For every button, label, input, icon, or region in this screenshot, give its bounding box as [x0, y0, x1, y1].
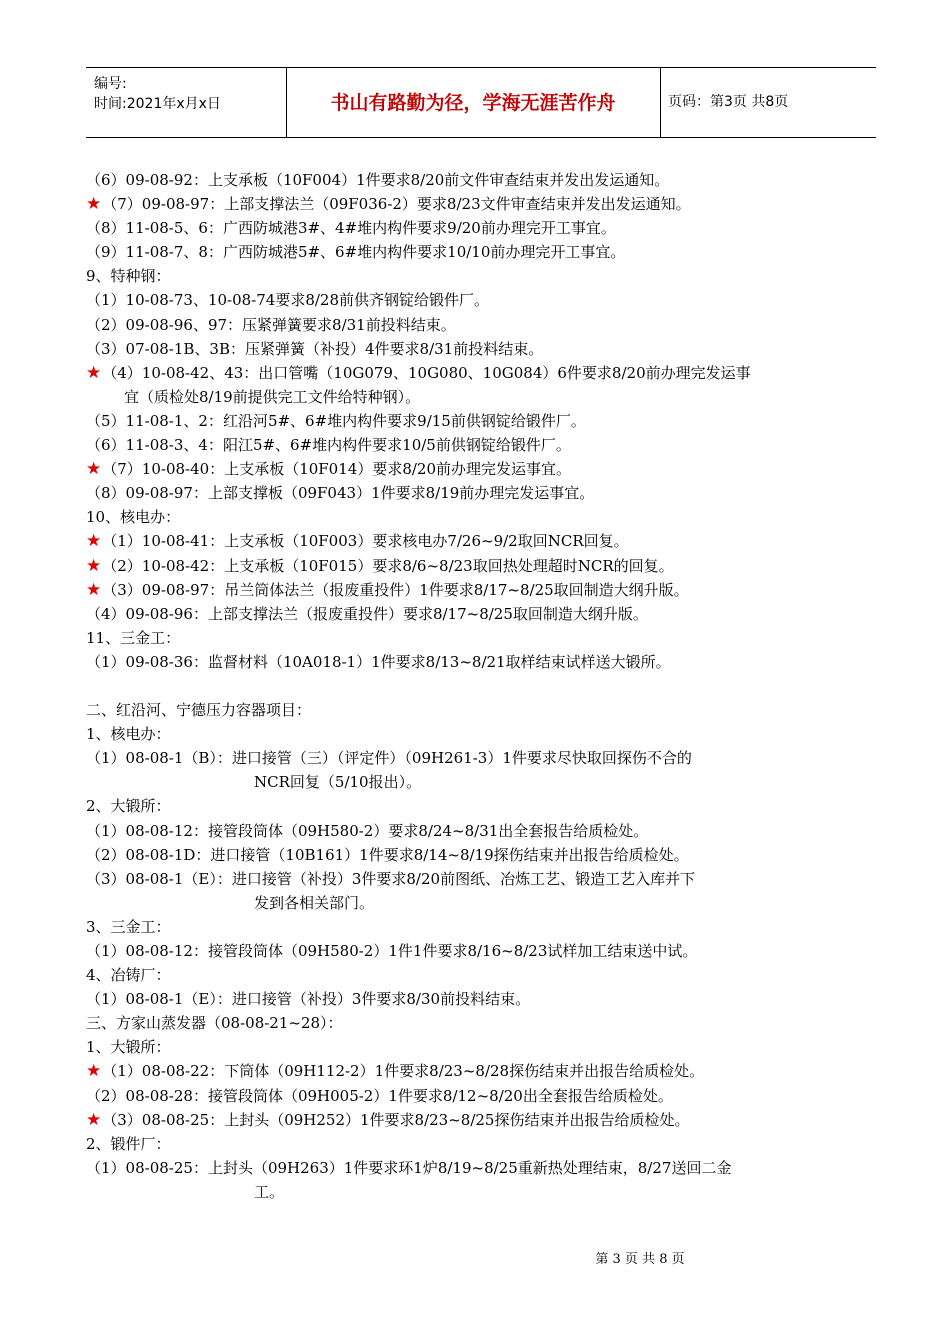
text-line	[86, 264, 886, 288]
red-star-icon: ★	[86, 362, 102, 383]
line-text: （2）10-08-42：上支承板（10F015）要求8/6~8/23取回热处理超时NCR的回复。	[102, 556, 674, 575]
line-text: 发到各相关部门。	[254, 893, 375, 912]
text-line	[86, 337, 886, 361]
red-star-icon: ★	[86, 1109, 102, 1130]
text-line	[86, 216, 886, 240]
header-date-label: 时间:2021年x月x日	[94, 96, 221, 112]
red-star-icon: ★	[86, 579, 102, 600]
line-text: （1）08-08-1（B）：进口接管（三）（评定件）（09H261-3）1件要求尽快取回探伤不合的	[86, 749, 692, 768]
line-text: 二、红沿河、宁德压力容器项目：	[86, 701, 312, 720]
header-motto: 书山有路勤为径，学海无涯苦作舟	[330, 92, 616, 114]
text-line	[86, 409, 886, 433]
header-number-label: 编号:	[94, 76, 127, 92]
line-text: （4）10-08-42、43：出口管嘴（10G079、10G080、10G084）6件要求8/20前办理完发运事	[102, 363, 751, 382]
text-line	[86, 385, 886, 409]
line-text: 工。	[254, 1182, 285, 1201]
text-line	[86, 433, 886, 457]
text-line	[86, 746, 886, 770]
page-footer: 第 3 页 共 8 页	[595, 1252, 685, 1267]
text-line	[86, 1059, 886, 1083]
text-line	[86, 361, 886, 385]
line-text: 1、大锻所：	[86, 1038, 171, 1057]
line-text: （1）09-08-36：监督材料（10A018-1）1件要求8/13~8/21取样结束试样送大锻所。	[86, 652, 671, 671]
line-text: 三、方家山蒸发器（08-08-21~28）：	[86, 1014, 343, 1033]
line-text: （1）08-08-25：上封头（09H263）1件要求环1炉8/19~8/25重新热处理结束，8/27送回二金	[86, 1158, 732, 1177]
text-line	[86, 1084, 886, 1108]
line-text: 10、核电办：	[86, 508, 181, 527]
line-text: （4）09-08-96：上部支撑法兰（报废重投件）要求8/17~8/25取回制造大纲升版。	[86, 604, 648, 623]
header-divider	[660, 68, 661, 137]
line-text: NCR回复（5/10报出）。	[254, 773, 422, 792]
text-line	[86, 1180, 886, 1204]
page-header	[86, 67, 876, 138]
line-text: （3）08-08-25：上封头（09H252）1件要求8/23~8/25探伤结束并出报告给质检处。	[102, 1110, 690, 1129]
header-page-number: 页码：第3页 共8页	[668, 94, 789, 110]
line-text: 3、三金工：	[86, 917, 171, 936]
text-line	[86, 168, 886, 192]
line-text: （5）11-08-1、2：红沿河5#、6#堆内构件要求9/15前供钢锭给锻件厂。	[86, 411, 586, 430]
line-text: （2）08-08-1D：进口接管（10B161）1件要求8/14~8/19探伤结束并出报告给质检处。	[86, 845, 689, 864]
text-line	[86, 963, 886, 987]
text-line	[86, 650, 886, 674]
line-text: （1）10-08-73、10-08-74要求8/28前供齐钢锭给锻件厂。	[86, 291, 490, 310]
text-line	[86, 770, 886, 794]
header-meta	[94, 74, 221, 114]
text-line	[86, 843, 886, 867]
text-line	[86, 867, 886, 891]
red-star-icon: ★	[86, 459, 102, 480]
text-line	[86, 1132, 886, 1156]
text-line	[86, 505, 886, 529]
line-text: （1）08-08-12：接管段筒体（09H580-2）要求8/24~8/31出全套报告给质检处。	[86, 821, 649, 840]
text-line	[86, 192, 886, 216]
text-line	[86, 1156, 886, 1180]
text-line	[86, 313, 886, 337]
line-text: 2、大锻所：	[86, 797, 171, 816]
line-text: （1）08-08-12：接管段筒体（09H580-2）1件1件要求8/16~8/23试样加工结束送中试。	[86, 942, 698, 960]
line-text: （3）09-08-97：吊兰筒体法兰（报废重投件）1件要求8/17~8/25取回制造大纲升版。	[102, 580, 689, 599]
text-line	[86, 794, 886, 818]
text-line	[86, 240, 886, 264]
line-text: （2）09-08-96、97：压紧弹簧要求8/31前投料结束。	[86, 315, 456, 334]
line-text: 4、冶铸厂：	[86, 966, 171, 985]
line-text: （8）09-08-97：上部支撑板（09F043）1件要求8/19前办理完发运事宜。	[86, 484, 595, 503]
line-text: （6）09-08-92：上支承板（10F004）1件要求8/20前文件审查结束并发出发运通知。	[86, 171, 670, 189]
blank-line	[86, 674, 886, 698]
line-text: （6）11-08-3、4：阳江5#、6#堆内构件要求10/5前供钢锭给锻件厂。	[86, 436, 571, 455]
line-text: 宜（质检处8/19前提供完工文件给特种钢）。	[124, 387, 421, 406]
text-line	[86, 891, 886, 915]
text-line	[86, 626, 886, 650]
text-line	[86, 288, 886, 312]
line-text: 1、核电办：	[86, 725, 171, 744]
line-text: （1）10-08-41：上支承板（10F003）要求核电办7/26~9/2取回NCR回复。	[102, 532, 629, 551]
line-text: （1）08-08-22：下筒体（09H112-2）1件要求8/23~8/28探伤结束并出报告给质检处。	[102, 1062, 705, 1081]
text-line	[86, 481, 886, 505]
red-star-icon: ★	[86, 1061, 102, 1082]
text-line	[86, 819, 886, 843]
text-line	[86, 1108, 886, 1132]
line-text: （9）11-08-7、8：广西防城港5#、6#堆内构件要求10/10前办理完开工事宜。	[86, 243, 626, 262]
line-text: （2）08-08-28：接管段筒体（09H005-2）1件要求8/12~8/20出全套报告给质检处。	[86, 1086, 673, 1105]
line-text: （3）07-08-1B、3B：压紧弹簧（补投）4件要求8/31前投料结束。	[86, 339, 544, 358]
red-star-icon: ★	[86, 531, 102, 552]
text-line	[86, 1035, 886, 1059]
line-text: （1）08-08-1（E）：进口接管（补投）3件要求8/30前投料结束。	[86, 990, 531, 1009]
text-line	[86, 578, 886, 602]
line-text: （8）11-08-5、6：广西防城港3#、4#堆内构件要求9/20前办理完开工事宜。	[86, 219, 616, 238]
line-text: （7）09-08-97：上部支撑法兰（09F036-2）要求8/23文件审查结束并发出发运通知。	[102, 195, 691, 214]
line-text: 11、三金工：	[86, 628, 181, 647]
red-star-icon: ★	[86, 194, 102, 215]
red-star-icon: ★	[86, 555, 102, 576]
line-text: 9、特种钢：	[86, 267, 171, 286]
text-line	[86, 698, 886, 722]
text-line	[86, 1011, 886, 1035]
text-line	[86, 915, 886, 939]
text-line	[86, 457, 886, 481]
document-body	[86, 168, 886, 1204]
text-line	[86, 602, 886, 626]
line-text: （3）08-08-1（E）：进口接管（补投）3件要求8/20前图纸、冶炼工艺、锻造工艺入库并下	[86, 869, 696, 888]
text-line	[86, 987, 886, 1011]
text-line	[86, 554, 886, 578]
line-text: （7）10-08-40：上支承板（10F014）要求8/20前办理完发运事宜。	[102, 460, 572, 479]
text-line	[86, 529, 886, 553]
text-line	[86, 939, 886, 963]
text-line	[86, 722, 886, 746]
line-text: 2、锻件厂：	[86, 1134, 171, 1153]
